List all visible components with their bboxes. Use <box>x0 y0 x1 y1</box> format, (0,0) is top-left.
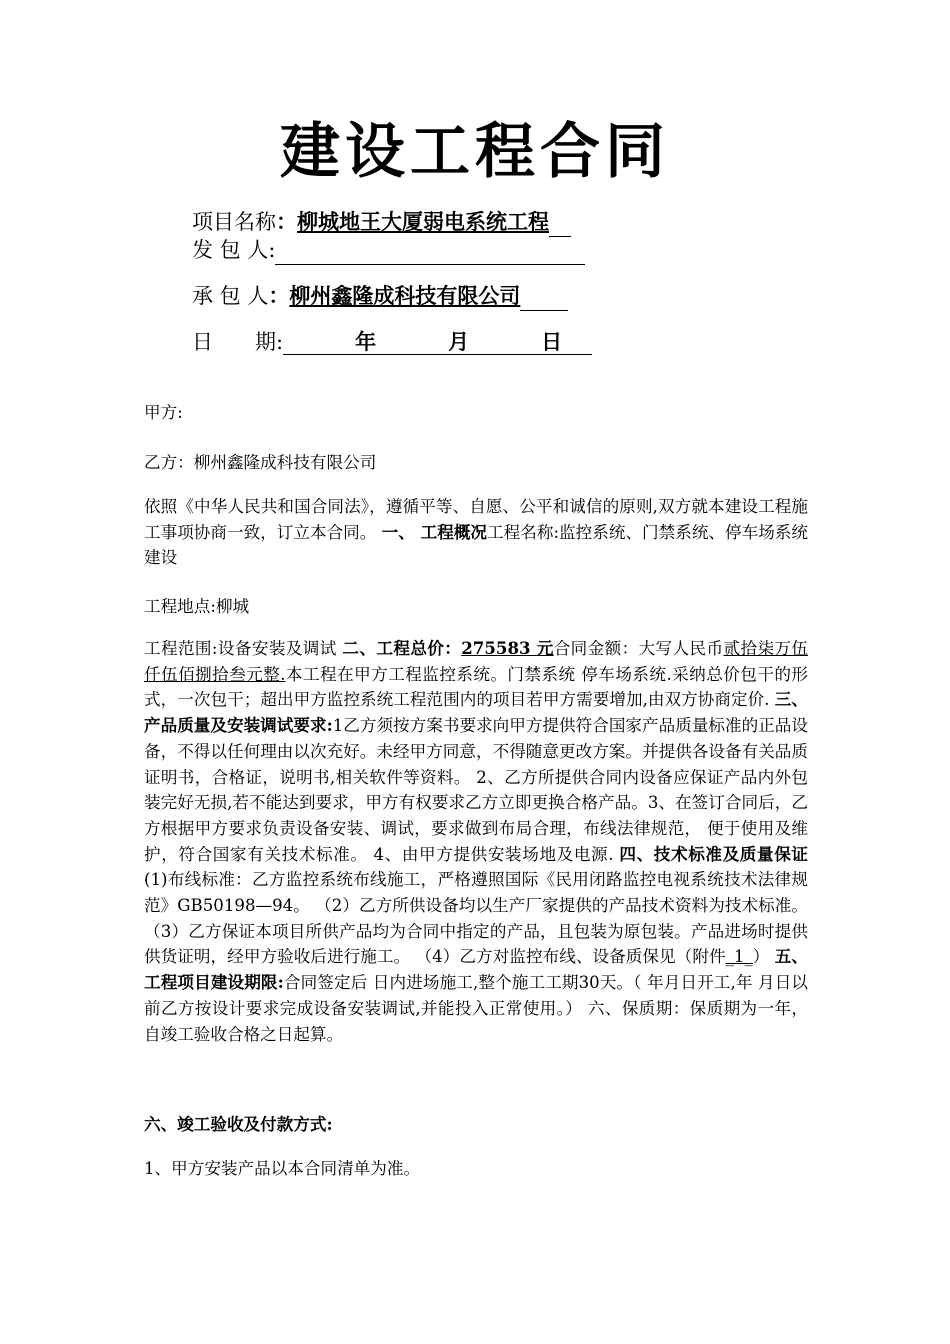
annex-close: ） <box>752 947 775 967</box>
date-month: 月 <box>448 329 470 354</box>
project-name-row <box>192 208 571 237</box>
schedule-text: 合同签定后 日内进场施工,整个施工工期30天。（ 年月日开工,年 月日以前乙方按设计要求完成设备安装调试,并能投入正常使用。） 六、保质期：保质期为一年，自竣工验收合格之日起算。 <box>144 973 809 1044</box>
section-3-heading: 三、产品质量及安装调试要求: <box>144 689 808 736</box>
project-overview-text: 工程名称:监控系统、门禁系统、停车场系统建设 <box>144 522 809 568</box>
standards-text: (1)布线标准：乙方监控系统布线施工，严格遵照国际《民用闭路监控电视系统技术法律规范》GB50198—94。 （2）乙方所供设备均以生产厂家提供的产品技术资料为技术标准。 （3）乙方保证本项目所供产品均为合同中指定的产品，且包装为原包装。产品进场时提供 供货证明，经甲方验收后进行施工。 （4）乙方对监控布线、设备质保见（附件 <box>144 870 808 967</box>
employer-label: 发 包 人: <box>192 238 276 262</box>
section-1-number: 一、 <box>381 521 421 542</box>
date-year: 年 <box>355 329 377 354</box>
amount-label: 合同金额：大写人民币 <box>553 639 724 658</box>
amount-in-words: 贰拾柒万伍仟伍佰捌拾叁元整. <box>144 639 808 684</box>
date-label: 日 期: <box>192 330 284 354</box>
project-location: 工程地点:柳城 <box>144 597 250 616</box>
contractor-value: 柳州鑫隆成科技有限公司 <box>289 283 521 308</box>
document-title: 建设工程合同 <box>280 117 670 187</box>
project-name-underline <box>549 208 571 237</box>
quality-text: 1乙方须按方案书要求向甲方提供符合国家产品质量标准的正品设备，不得以任何理由以次充好。未经甲方同意，不得随意更改方案。并提供各设备有关品质证明书，合格证，说明书,相关软件等资料。 2、乙方所提供合同内设备应保证产品内外包装完好无损,若不能达到要求，甲方有权要求乙方立即更换合格产品。3、在签订合同后，乙方根据甲方要求负责设备安装、调试，要求做到布局合理，布线法律规范， 便于使用及维护，符合国家有关技术标准。 4、由甲方提供安装场地及电源. <box>144 716 808 864</box>
section-5-heading: 五、工程项目建设期限: <box>144 946 808 993</box>
annex-number: _1_ <box>725 947 753 967</box>
date-day: 日 <box>541 329 563 354</box>
section-4-heading: 四、技术标准及质量保证 <box>619 843 808 864</box>
scope-text: 工程范围:设备安装及调试 <box>144 639 343 658</box>
section-6-heading: 六、竣工验收及付款方式: <box>144 1114 333 1134</box>
party-a: 甲方: <box>144 403 183 422</box>
contractor-label: 承 包 人 <box>192 284 269 308</box>
preamble-paragraph <box>144 494 808 571</box>
date-row <box>192 328 592 356</box>
contractor-colon: ： <box>268 283 290 308</box>
employer-row <box>192 236 585 265</box>
total-amount: 275583 元 <box>461 638 554 658</box>
project-name-label: 项目名称 <box>192 210 276 234</box>
employer-blank <box>275 236 585 265</box>
preamble-text: 依照《中华人民共和国合同法》，遵循平等、自愿、公平和诚信的原则,双方就本建设工程施工事项协商一致，订立本合同。 <box>144 497 808 542</box>
date-blank <box>283 330 592 355</box>
main-clauses-paragraph <box>144 636 808 1047</box>
project-name-colon: ： <box>276 209 297 234</box>
acceptance-item-1: 1、甲方安装产品以本合同清单为准。 <box>144 1159 421 1178</box>
pricing-text: 本工程在甲方工程监控系统。门禁系统 停车场系统.采纳总价包干的形式，一次包干；超出甲方监控系统工程范围内的项目若甲方需要增加,由双方协商定价. <box>144 664 808 710</box>
contractor-underline <box>520 282 568 311</box>
project-name-value: 柳城地王大厦弱电系统工程 <box>297 209 549 234</box>
section-2-heading: 二、工程总价： <box>342 638 462 658</box>
section-1-heading: 工程概况 <box>420 521 488 542</box>
contractor-row <box>192 282 568 311</box>
party-b: 乙方：柳州鑫隆成科技有限公司 <box>144 453 377 472</box>
